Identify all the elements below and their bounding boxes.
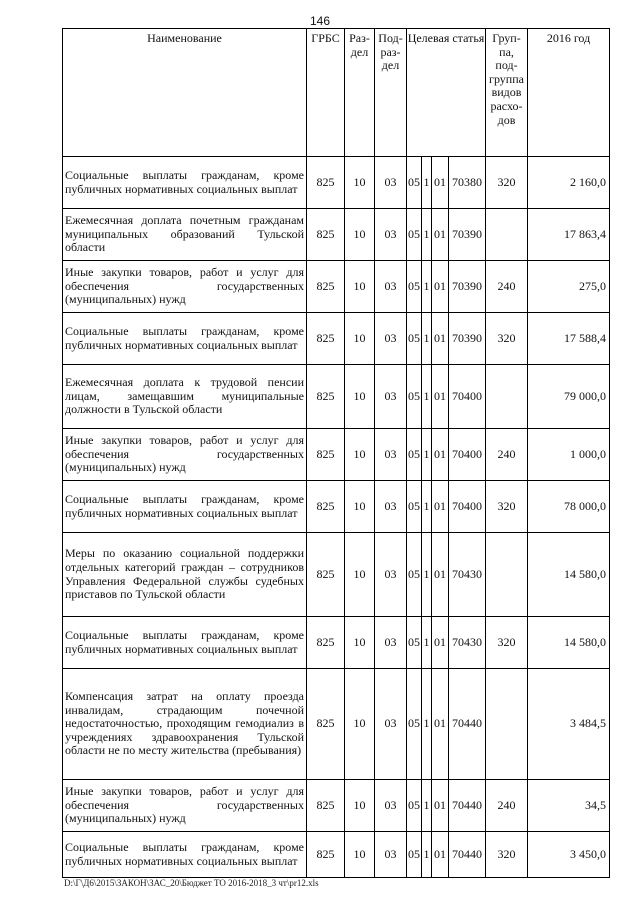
- row-amount-2016: 79 000,0: [528, 365, 610, 429]
- row-podrazdel: 03: [375, 832, 407, 878]
- row-target-event: 01: [432, 429, 449, 481]
- row-expense-type: 320: [486, 832, 528, 878]
- row-target-program: 05: [407, 481, 422, 533]
- row-target-event: 01: [432, 365, 449, 429]
- row-target-event: 01: [432, 261, 449, 313]
- row-podrazdel: 03: [375, 617, 407, 669]
- row-name: Социальные выплаты гражданам, кроме публичных нормативных социальных выплат: [63, 832, 307, 878]
- table-header-row: [63, 29, 610, 157]
- row-podrazdel: 03: [375, 780, 407, 832]
- row-target-program: 05: [407, 157, 422, 209]
- row-grbs: 825: [307, 429, 345, 481]
- row-name: Иные закупки товаров, работ и услуг для обеспечения государственных (муниципальных) нужд: [63, 780, 307, 832]
- row-expense-type: 320: [486, 617, 528, 669]
- row-amount-2016: 14 580,0: [528, 533, 610, 617]
- row-target-subprogram: 1: [422, 832, 432, 878]
- row-podrazdel: 03: [375, 209, 407, 261]
- row-target-direction: 70390: [449, 261, 486, 313]
- row-amount-2016: 2 160,0: [528, 157, 610, 209]
- row-name: Иные закупки товаров, работ и услуг для обеспечения государственных (муниципальных) нужд: [63, 261, 307, 313]
- row-podrazdel: 03: [375, 429, 407, 481]
- row-target-program: 05: [407, 780, 422, 832]
- row-podrazdel: 03: [375, 365, 407, 429]
- row-razdel: 10: [345, 209, 375, 261]
- row-podrazdel: 03: [375, 313, 407, 365]
- table-row: [63, 157, 610, 209]
- row-target-program: 05: [407, 617, 422, 669]
- row-target-subprogram: 1: [422, 209, 432, 261]
- row-target-program: 05: [407, 365, 422, 429]
- row-target-subprogram: 1: [422, 481, 432, 533]
- table-row: [63, 617, 610, 669]
- row-name: Компенсация затрат на оплату проезда инвалидам, страдающим почечной недостаточностью, проходящим гемодиализ в учреждениях здравоохранения Тульской области не по месту жительства (пребывания): [63, 669, 307, 780]
- row-razdel: 10: [345, 669, 375, 780]
- row-razdel: 10: [345, 429, 375, 481]
- row-name: Ежемесячная доплата почетным гражданам муниципальных образований Тульской области: [63, 209, 307, 261]
- row-grbs: 825: [307, 780, 345, 832]
- row-amount-2016: 3 484,5: [528, 669, 610, 780]
- row-expense-type: [486, 209, 528, 261]
- row-target-event: 01: [432, 157, 449, 209]
- row-target-program: 05: [407, 533, 422, 617]
- header-target-article: Целевая статья: [407, 29, 486, 157]
- row-podrazdel: 03: [375, 669, 407, 780]
- row-expense-type: [486, 365, 528, 429]
- row-podrazdel: 03: [375, 261, 407, 313]
- row-razdel: 10: [345, 157, 375, 209]
- row-name: Ежемесячная доплата к трудовой пенсии лицам, замещавшим муниципальные должности в Тульской области: [63, 365, 307, 429]
- row-expense-type: 320: [486, 481, 528, 533]
- row-amount-2016: 3 450,0: [528, 832, 610, 878]
- row-grbs: 825: [307, 365, 345, 429]
- row-target-subprogram: 1: [422, 780, 432, 832]
- header-grbs: ГРБС: [307, 29, 345, 157]
- row-target-program: 05: [407, 669, 422, 780]
- row-expense-type: 240: [486, 429, 528, 481]
- row-target-subprogram: 1: [422, 157, 432, 209]
- row-target-subprogram: 1: [422, 365, 432, 429]
- row-target-event: 01: [432, 669, 449, 780]
- row-grbs: 825: [307, 261, 345, 313]
- row-target-direction: 70400: [449, 429, 486, 481]
- row-expense-type: 240: [486, 261, 528, 313]
- row-grbs: 825: [307, 481, 345, 533]
- row-grbs: 825: [307, 669, 345, 780]
- table-row: [63, 209, 610, 261]
- row-grbs: 825: [307, 209, 345, 261]
- row-grbs: 825: [307, 533, 345, 617]
- row-expense-type: [486, 669, 528, 780]
- row-amount-2016: 17 588,4: [528, 313, 610, 365]
- header-podrazdel: Под- раз- дел: [375, 29, 407, 157]
- row-name: Социальные выплаты гражданам, кроме публичных нормативных социальных выплат: [63, 313, 307, 365]
- row-razdel: 10: [345, 365, 375, 429]
- row-target-program: 05: [407, 429, 422, 481]
- row-grbs: 825: [307, 617, 345, 669]
- row-target-direction: 70400: [449, 365, 486, 429]
- header-year: 2016 год: [528, 29, 610, 157]
- row-expense-type: [486, 533, 528, 617]
- row-razdel: 10: [345, 313, 375, 365]
- table-row: [63, 780, 610, 832]
- row-razdel: 10: [345, 481, 375, 533]
- row-target-direction: 70390: [449, 209, 486, 261]
- table-row: [63, 481, 610, 533]
- table-row: [63, 832, 610, 878]
- row-target-subprogram: 1: [422, 533, 432, 617]
- row-target-direction: 70400: [449, 481, 486, 533]
- row-amount-2016: 275,0: [528, 261, 610, 313]
- row-target-event: 01: [432, 617, 449, 669]
- header-razdel: Раз- дел: [345, 29, 375, 157]
- row-razdel: 10: [345, 617, 375, 669]
- row-target-program: 05: [407, 261, 422, 313]
- row-target-direction: 70440: [449, 669, 486, 780]
- row-expense-type: 320: [486, 313, 528, 365]
- row-name: Социальные выплаты гражданам, кроме публичных нормативных социальных выплат: [63, 481, 307, 533]
- row-name: Меры по оказанию социальной поддержки отдельных категорий граждан – сотрудников Управления Федеральной службы судебных приставов по Тульской области: [63, 533, 307, 617]
- row-razdel: 10: [345, 533, 375, 617]
- row-razdel: 10: [345, 832, 375, 878]
- row-target-event: 01: [432, 481, 449, 533]
- row-target-event: 01: [432, 533, 449, 617]
- budget-table: [62, 28, 610, 878]
- row-podrazdel: 03: [375, 481, 407, 533]
- row-target-subprogram: 1: [422, 429, 432, 481]
- row-target-subprogram: 1: [422, 261, 432, 313]
- row-expense-type: 240: [486, 780, 528, 832]
- row-target-event: 01: [432, 313, 449, 365]
- row-name: Социальные выплаты гражданам, кроме публичных нормативных социальных выплат: [63, 617, 307, 669]
- row-target-direction: 70390: [449, 313, 486, 365]
- row-target-event: 01: [432, 780, 449, 832]
- table-row: [63, 313, 610, 365]
- row-target-event: 01: [432, 209, 449, 261]
- header-name: Наименование: [63, 29, 307, 157]
- table-row: [63, 429, 610, 481]
- row-name: Социальные выплаты гражданам, кроме публичных нормативных социальных выплат: [63, 157, 307, 209]
- table-row: [63, 533, 610, 617]
- row-amount-2016: 78 000,0: [528, 481, 610, 533]
- table-row: [63, 261, 610, 313]
- row-grbs: 825: [307, 157, 345, 209]
- row-target-subprogram: 1: [422, 669, 432, 780]
- row-target-program: 05: [407, 209, 422, 261]
- row-amount-2016: 1 000,0: [528, 429, 610, 481]
- row-target-direction: 70430: [449, 617, 486, 669]
- row-podrazdel: 03: [375, 533, 407, 617]
- row-grbs: 825: [307, 313, 345, 365]
- row-target-direction: 70430: [449, 533, 486, 617]
- header-expense-group: Груп- па, под- группа видов расхо- дов: [486, 29, 528, 157]
- file-path-footer: D:\Г\Д6\2015\ЗАКОН\ЗАС_20\Бюджет ТО 2016-2018_3 чт\pr12.xls: [64, 878, 319, 888]
- table-row: [63, 669, 610, 780]
- page-number: 146: [309, 14, 331, 28]
- row-amount-2016: 17 863,4: [528, 209, 610, 261]
- row-target-direction: 70440: [449, 832, 486, 878]
- row-grbs: 825: [307, 832, 345, 878]
- table-row: [63, 365, 610, 429]
- row-razdel: 10: [345, 261, 375, 313]
- row-target-subprogram: 1: [422, 617, 432, 669]
- row-amount-2016: 14 580,0: [528, 617, 610, 669]
- row-target-subprogram: 1: [422, 313, 432, 365]
- table-body: [63, 157, 610, 878]
- row-target-program: 05: [407, 832, 422, 878]
- row-target-direction: 70440: [449, 780, 486, 832]
- row-target-direction: 70380: [449, 157, 486, 209]
- row-name: Иные закупки товаров, работ и услуг для обеспечения государственных (муниципальных) нужд: [63, 429, 307, 481]
- row-razdel: 10: [345, 780, 375, 832]
- row-target-event: 01: [432, 832, 449, 878]
- row-expense-type: 320: [486, 157, 528, 209]
- row-target-program: 05: [407, 313, 422, 365]
- row-podrazdel: 03: [375, 157, 407, 209]
- row-amount-2016: 34,5: [528, 780, 610, 832]
